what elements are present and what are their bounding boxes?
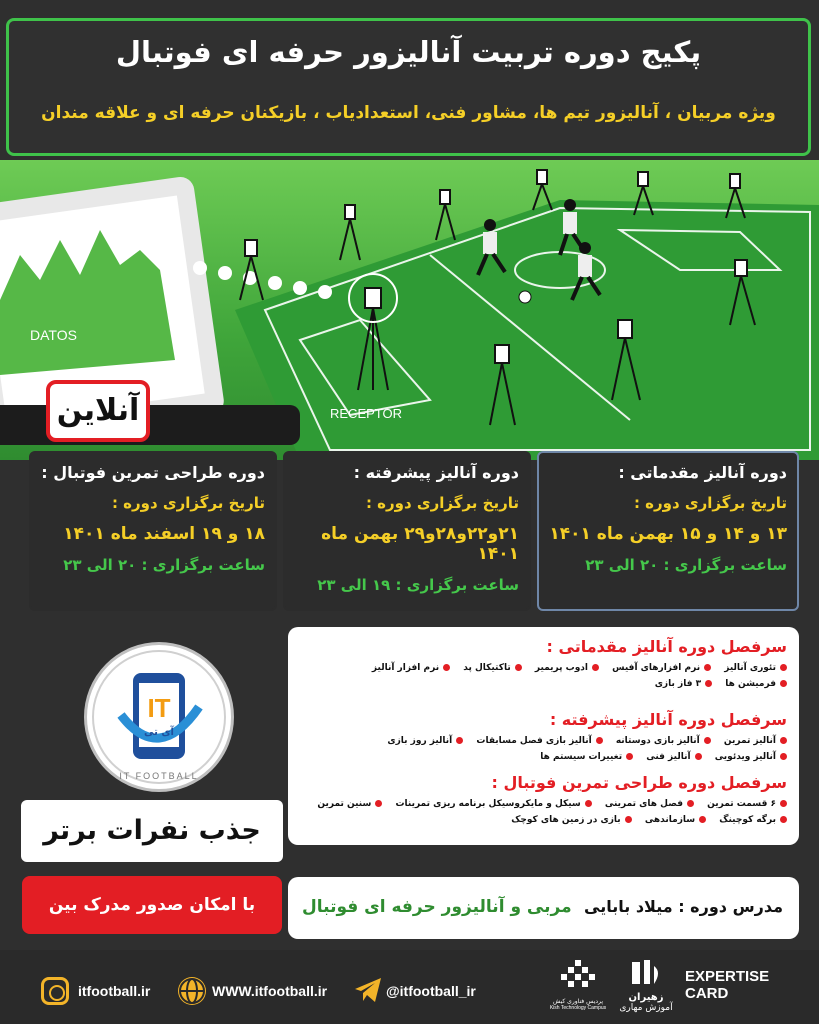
curriculum-list-training xyxy=(300,796,787,828)
list-item: سازماندهی xyxy=(645,812,706,828)
website-link[interactable]: WWW.itfootball.ir xyxy=(212,983,328,999)
curriculum-panel xyxy=(288,627,799,845)
telegram-link[interactable]: @itfootball_ir xyxy=(386,983,476,999)
list-item: آنالیز بازی فصل مسابقات xyxy=(476,733,602,749)
course-date-label: تاریخ برگزاری دوره : xyxy=(365,494,519,512)
partner3-line1: EXPERTISE xyxy=(685,968,770,985)
course-card-advanced xyxy=(283,451,531,611)
partner-logo-kish xyxy=(548,958,608,1020)
online-badge: آنلاین xyxy=(46,380,150,442)
recruit-banner: جذب نفرات برتر xyxy=(21,800,283,862)
zahiran-icon xyxy=(628,958,664,988)
list-item: سیکل و مایکروسیکل برنامه ریزی تمرینات xyxy=(395,796,591,812)
partner3-line2: CARD xyxy=(685,985,729,1002)
list-item: فصل های تمرینی xyxy=(605,796,694,812)
course-date-label: تاریخ برگزاری دوره : xyxy=(633,494,787,512)
course-dates: ۱۳ و ۱۴ و ۱۵ بهمن ماه ۱۴۰۱ xyxy=(549,524,787,544)
logo-ring-text: IT FOOTBALL xyxy=(119,771,199,781)
page-title: پکیج دوره تربیت آنالیزور حرفه ای فوتبال xyxy=(115,35,702,69)
globe-icon xyxy=(178,977,206,1005)
curriculum-heading-intro: سرفصل دوره آنالیز مقدماتی : xyxy=(546,637,787,656)
list-item: تاکتیکال پد xyxy=(463,660,521,676)
course-title: دوره طراحی تمرین فوتبال : xyxy=(41,463,265,482)
list-item: آنالیز روز بازی xyxy=(387,733,463,749)
footer xyxy=(0,950,819,1024)
list-item: برگه کوچینگ xyxy=(719,812,787,828)
partner-logo-zahiran xyxy=(614,958,678,1020)
logo-subtext: آی تی xyxy=(144,727,174,738)
list-item: ادوب پریمیر xyxy=(535,660,599,676)
course-dates: ۲۱و۲۲و۲۸و۲۹ بهمن ماه ۱۴۰۱ xyxy=(321,524,519,564)
partner2-sub: آموزش مهاری xyxy=(619,1003,673,1013)
instructor-name: مدرس دوره : میلاد بابایی xyxy=(584,897,783,916)
telegram-icon xyxy=(355,978,381,1006)
certificate-banner: با امکان صدور مدرک بین xyxy=(22,876,282,934)
header-banner xyxy=(6,18,811,156)
list-item: فرمیشن ها xyxy=(725,676,787,692)
list-item: تئوری آنالیز xyxy=(724,660,787,676)
partner-logo-expertise-card xyxy=(685,968,795,1002)
partner1-name-en: Kish Technology Campus xyxy=(549,1005,607,1011)
course-dates: ۱۸ و ۱۹ اسفند ماه ۱۴۰۱ xyxy=(63,524,265,544)
curriculum-heading-training: سرفصل دوره طراحی تمرین فوتبال : xyxy=(491,773,787,792)
instructor-box xyxy=(288,877,799,939)
list-item: نرم افزارهای آفیس xyxy=(612,660,711,676)
list-item: بازی در زمین های کوچک xyxy=(511,812,632,828)
kish-campus-icon xyxy=(561,958,595,992)
list-item: تغییرات سیستم ها xyxy=(540,749,633,765)
page-subtitle: ویژه مربیان ، آنالیزور تیم ها، مشاور فنی، استعدادیاب ، بازیکنان حرفه ای و علاقه مندان xyxy=(41,103,776,123)
list-item: سنین تمرین xyxy=(317,796,382,812)
course-title: دوره آنالیز مقدماتی : xyxy=(618,463,787,482)
curriculum-list-advanced xyxy=(300,733,787,765)
course-title: دوره آنالیز پیشرفته : xyxy=(353,463,519,482)
curriculum-list-intro xyxy=(300,660,787,692)
list-item: ۶ قسمت تمرین xyxy=(707,796,787,812)
instructor-role: مربی و آنالیزور حرفه ای فوتبال xyxy=(302,897,572,917)
course-time: ساعت برگزاری : ۲۰ الی ۲۳ xyxy=(63,556,265,574)
course-time: ساعت برگزاری : ۱۹ الی ۲۳ xyxy=(317,576,519,594)
list-item: ۳ فاز بازی xyxy=(655,676,712,692)
pitch-icon xyxy=(235,200,819,460)
list-item: آنالیز ویدئویی xyxy=(715,749,787,765)
itfootball-logo xyxy=(84,642,234,792)
course-date-label: تاریخ برگزاری دوره : xyxy=(111,494,265,512)
tablet-label: DATOS xyxy=(30,327,77,343)
partner1-name: پردیس فناوری کیش xyxy=(552,998,604,1005)
course-card-intro xyxy=(537,451,799,611)
receptor-label: RECEPTOR xyxy=(330,406,402,421)
list-item: آنالیز فنی xyxy=(646,749,701,765)
course-time: ساعت برگزاری : ۲۰ الی ۲۳ xyxy=(585,556,787,574)
course-card-training-design xyxy=(29,451,277,611)
list-item: آنالیز بازی دوستانه xyxy=(616,733,711,749)
instagram-icon xyxy=(41,977,69,1005)
phone-icon xyxy=(87,645,231,789)
list-item: نرم افزار آنالیز xyxy=(372,660,450,676)
list-item: آنالیز تمرین xyxy=(724,733,787,749)
logo-mark: IT xyxy=(147,693,171,723)
instagram-link[interactable]: itfootball.ir xyxy=(78,983,151,999)
curriculum-heading-advanced: سرفصل دوره آنالیز پیشرفته : xyxy=(549,710,787,729)
partner2-name: زهیران xyxy=(628,992,664,1003)
